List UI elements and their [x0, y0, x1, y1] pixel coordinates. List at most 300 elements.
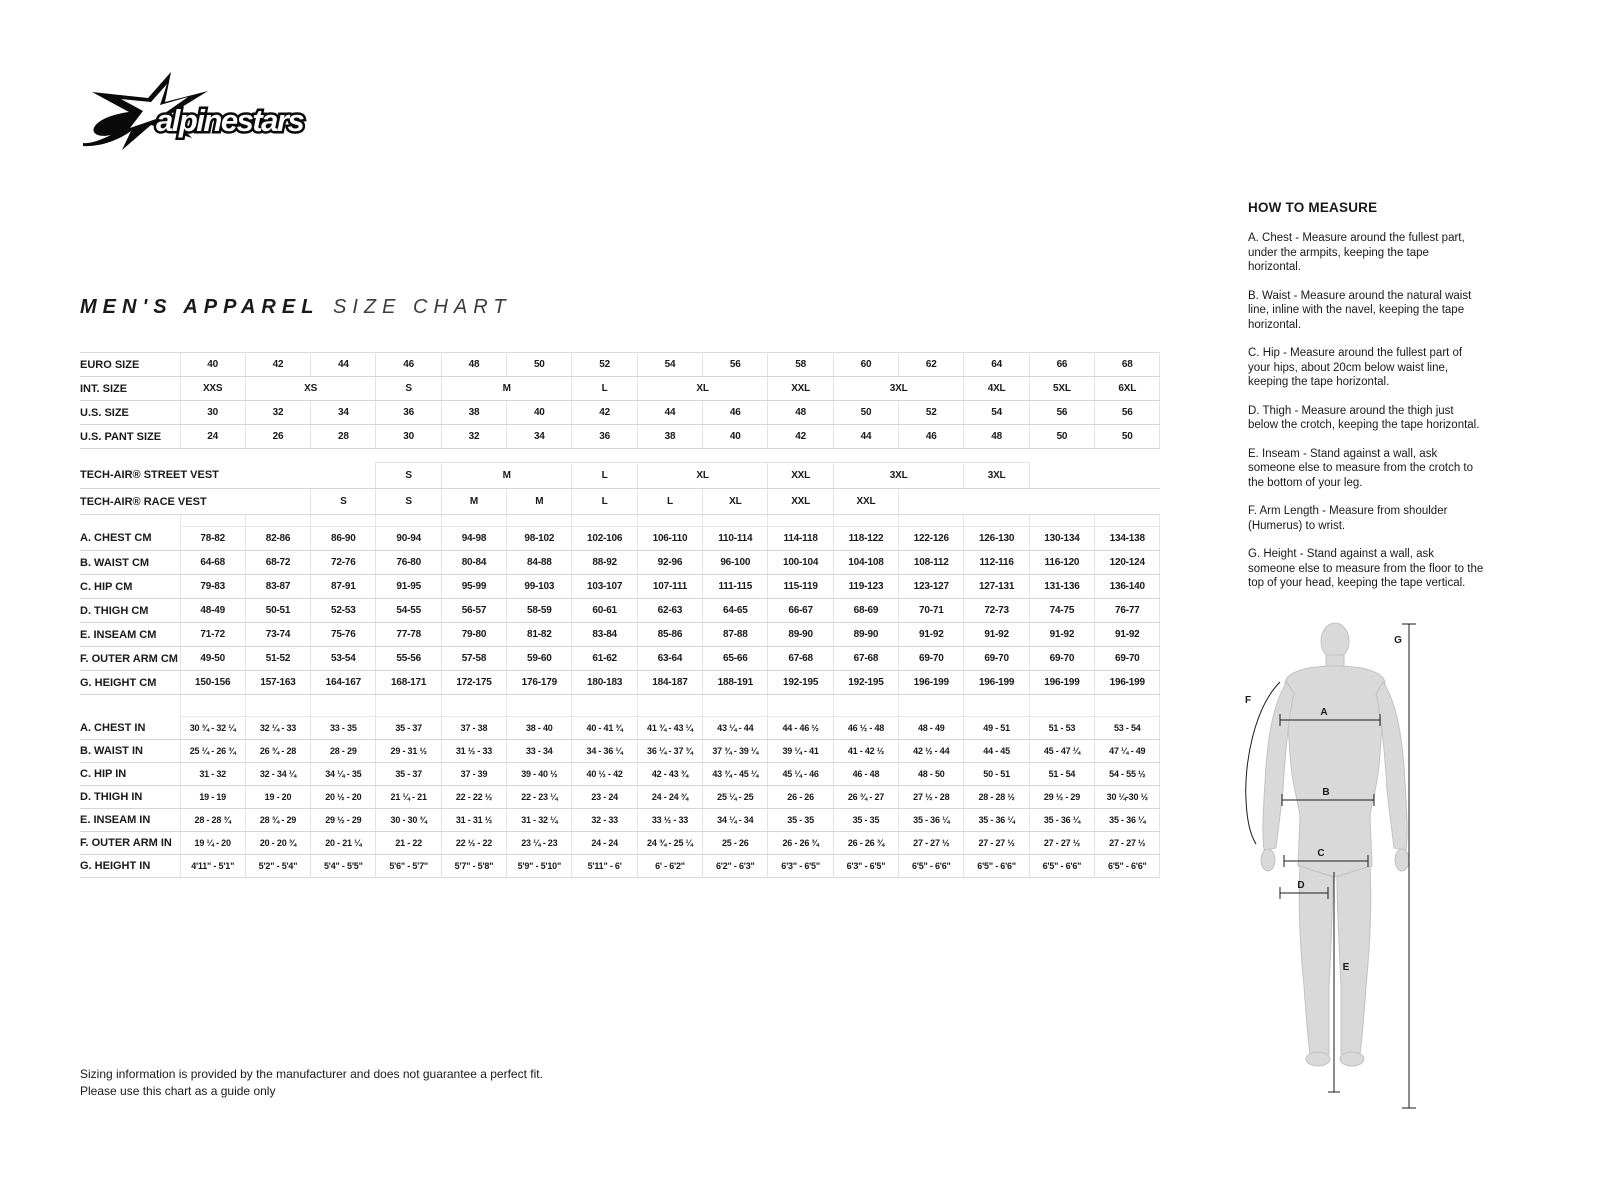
table-cell: 48 - 49: [899, 717, 964, 740]
table-cell: 64-68: [180, 551, 245, 575]
table-cell: 40 - 41 ¾: [572, 717, 637, 740]
table-cell: 28 - 29: [311, 740, 376, 763]
table-cell: 98-102: [507, 527, 572, 551]
table-cell: 55-56: [376, 647, 441, 671]
gap-cell: [964, 515, 1029, 527]
table-row-outer-arm-in: [80, 832, 1160, 855]
table-cell: 86-90: [311, 527, 376, 551]
gap-cell: [1029, 515, 1094, 527]
table-cell: 37 ¾ - 39 ¼: [703, 740, 768, 763]
table-cell: 46 ½ - 48: [833, 717, 898, 740]
table-cell: 24 - 24 ¾: [637, 786, 702, 809]
table-cell: 78-82: [180, 527, 245, 551]
table-cell: 28 - 28 ½: [964, 786, 1029, 809]
row-label: INT. SIZE: [80, 377, 180, 401]
table-cell: 54-55: [376, 599, 441, 623]
human-figure: [1261, 623, 1409, 1066]
table-cell: 30: [376, 425, 441, 449]
gap-cell: [572, 695, 637, 717]
table-cell: 107-111: [637, 575, 702, 599]
table-cell: 34: [507, 425, 572, 449]
table-cell: 30 ¾ - 32 ¼: [180, 717, 245, 740]
table-cell: 71-72: [180, 623, 245, 647]
row-label: TECH-AIR® STREET VEST: [80, 463, 180, 489]
table-cell: 43 ¼ - 44: [703, 717, 768, 740]
row-label: B. WAIST IN: [80, 740, 180, 763]
table-cell: 6'3" - 6'5": [768, 855, 833, 878]
table-cell: 76-77: [1095, 599, 1160, 623]
table-cell: 26: [245, 425, 310, 449]
row-label: B. WAIST CM: [80, 551, 180, 575]
gap-cell: [768, 515, 833, 527]
table-cell: 38: [637, 425, 702, 449]
table-cell: 44 - 46 ½: [768, 717, 833, 740]
table-cell: XL: [703, 489, 768, 515]
table-cell: 112-116: [964, 551, 1029, 575]
table-cell: 42 - 43 ¾: [637, 763, 702, 786]
table-cell: [1029, 463, 1160, 489]
table-cell: 27 - 27 ½: [1029, 832, 1094, 855]
table-cell: 26 - 26 ¾: [768, 832, 833, 855]
table-gap-row: [80, 449, 1160, 463]
table-cell: XXL: [833, 489, 898, 515]
table-cell: 54: [964, 401, 1029, 425]
table-cell: 108-112: [899, 551, 964, 575]
table-cell: 26 ¾ - 28: [245, 740, 310, 763]
table-cell: 196-199: [899, 671, 964, 695]
table-cell: 91-92: [1095, 623, 1160, 647]
row-label: F. OUTER ARM CM: [80, 647, 180, 671]
table-cell: 32: [245, 401, 310, 425]
table-row-height-in: [80, 855, 1160, 878]
label-height: G: [1394, 635, 1402, 646]
table-cell: 48 - 50: [899, 763, 964, 786]
table-cell: 58: [768, 353, 833, 377]
table-cell: 106-110: [637, 527, 702, 551]
table-cell: 36: [376, 401, 441, 425]
gap-cell: [180, 695, 245, 717]
table-cell: 91-92: [1029, 623, 1094, 647]
table-cell: 6'3" - 6'5": [833, 855, 898, 878]
table-cell: 168-171: [376, 671, 441, 695]
row-label: A. CHEST CM: [80, 527, 180, 551]
table-row-euro-size: [80, 353, 1160, 377]
gap-cell: [833, 695, 898, 717]
table-cell: 68-69: [833, 599, 898, 623]
table-cell: 6' - 6'2": [637, 855, 702, 878]
table-cell: 48: [441, 353, 506, 377]
table-cell: [1095, 489, 1160, 515]
table-cell: 62-63: [637, 599, 702, 623]
table-cell: 31 ½ - 33: [441, 740, 506, 763]
table-cell: 33 - 34: [507, 740, 572, 763]
table-row-chest-cm: [80, 527, 1160, 551]
table-cell: 79-83: [180, 575, 245, 599]
table-cell: 6'5" - 6'6": [1095, 855, 1160, 878]
table-cell: 44: [311, 353, 376, 377]
measure-guide: [1248, 200, 1484, 605]
table-cell: 83-84: [572, 623, 637, 647]
table-cell: 77-78: [376, 623, 441, 647]
table-cell: 20 ½ - 20: [311, 786, 376, 809]
table-cell: 39 ¼ - 41: [768, 740, 833, 763]
table-cell: 31 - 32: [180, 763, 245, 786]
table-cell: 134-138: [1095, 527, 1160, 551]
gap-cell: [768, 695, 833, 717]
table-cell: 31 - 31 ½: [441, 809, 506, 832]
table-cell: 44 - 45: [964, 740, 1029, 763]
table-cell: 50: [833, 401, 898, 425]
table-row-hip-cm: [80, 575, 1160, 599]
table-cell: [245, 489, 310, 515]
gap-cell: [507, 695, 572, 717]
table-cell: 34: [311, 401, 376, 425]
table-cell: 176-179: [507, 671, 572, 695]
table-cell: 40 ½ - 42: [572, 763, 637, 786]
table-cell: 47 ¼ - 49: [1095, 740, 1160, 763]
table-cell: 126-130: [964, 527, 1029, 551]
row-label: TECH-AIR® RACE VEST: [80, 489, 180, 515]
table-cell: 50-51: [245, 599, 310, 623]
table-row-inseam-in: [80, 809, 1160, 832]
table-cell: 83-87: [245, 575, 310, 599]
table-cell: 46: [703, 401, 768, 425]
row-label: D. THIGH IN: [80, 786, 180, 809]
table-cell: 66: [1029, 353, 1094, 377]
gap-cell: [637, 695, 702, 717]
table-row-height-cm: [80, 671, 1160, 695]
gap-cell: [1095, 695, 1160, 717]
table-cell: 95-99: [441, 575, 506, 599]
table-cell: 21 - 22: [376, 832, 441, 855]
table-cell: 89-90: [768, 623, 833, 647]
gap-cell: [1029, 695, 1094, 717]
table-cell: S: [376, 463, 441, 489]
table-cell: 24 - 24: [572, 832, 637, 855]
table-cell: 27 ½ - 28: [899, 786, 964, 809]
table-cell: 45 - 47 ¼: [1029, 740, 1094, 763]
table-cell: 20 - 20 ¾: [245, 832, 310, 855]
table-cell: 27 - 27 ½: [899, 832, 964, 855]
table-cell: 69-70: [1029, 647, 1094, 671]
table-cell: 5'4" - 5'5": [311, 855, 376, 878]
table-cell: 180-183: [572, 671, 637, 695]
table-cell: 5'7" - 5'8": [441, 855, 506, 878]
table-cell: 27 - 27 ½: [964, 832, 1029, 855]
table-cell: 40: [507, 401, 572, 425]
table-cell: XXL: [768, 489, 833, 515]
table-cell: 51 - 53: [1029, 717, 1094, 740]
table-cell: 75-76: [311, 623, 376, 647]
table-cell: 20 - 21 ¼: [311, 832, 376, 855]
table-cell: 130-134: [1029, 527, 1094, 551]
table-cell: 87-91: [311, 575, 376, 599]
table-row-thigh-in: [80, 786, 1160, 809]
table-cell: 32: [441, 425, 506, 449]
table-cell: 91-92: [899, 623, 964, 647]
table-cell: 5XL: [1029, 377, 1094, 401]
table-cell: 61-62: [572, 647, 637, 671]
table-cell: 131-136: [1029, 575, 1094, 599]
measure-item: D. Thigh - Measure around the thigh just below the crotch, keeping the tape horizontal.: [1248, 404, 1480, 431]
table-cell: 6'5" - 6'6": [964, 855, 1029, 878]
table-cell: 111-115: [703, 575, 768, 599]
table-cell: 34 - 36 ¼: [572, 740, 637, 763]
table-cell: 91-95: [376, 575, 441, 599]
gap-cell: [376, 515, 441, 527]
table-cell: 35 - 35: [833, 809, 898, 832]
table-cell: 28 ¾ - 29: [245, 809, 310, 832]
table-cell: 60-61: [572, 599, 637, 623]
table-cell: 103-107: [572, 575, 637, 599]
table-cell: 6'5" - 6'6": [1029, 855, 1094, 878]
alpinestars-logo-graphic: [72, 64, 357, 152]
table-cell: 3XL: [833, 463, 964, 489]
gap-cell: [833, 515, 898, 527]
table-cell: S: [376, 377, 441, 401]
gap-cell: [180, 515, 245, 527]
gap-cell: [376, 695, 441, 717]
table-row-int-size: [80, 377, 1160, 401]
alpinestars-logo: [72, 64, 357, 157]
table-cell: M: [441, 377, 572, 401]
table-gap-row: [80, 515, 1160, 527]
body-figure-icon: [1222, 614, 1452, 1119]
table-cell: 3XL: [964, 463, 1029, 489]
table-cell: 196-199: [1095, 671, 1160, 695]
table-cell: 23 ¼ - 23: [507, 832, 572, 855]
table-cell: 68: [1095, 353, 1160, 377]
table-cell: 150-156: [180, 671, 245, 695]
table-row-waist-in: [80, 740, 1160, 763]
gap-cell: [441, 695, 506, 717]
table-cell: 35 - 36 ¼: [1029, 809, 1094, 832]
table-cell: L: [572, 463, 637, 489]
table-row-us-pant-size: [80, 425, 1160, 449]
table-cell: 72-76: [311, 551, 376, 575]
gap-cell: [507, 515, 572, 527]
table-cell: 28 - 28 ¾: [180, 809, 245, 832]
table-cell: 42: [572, 401, 637, 425]
table-cell: XL: [637, 377, 768, 401]
table-cell: 5'2" - 5'4": [245, 855, 310, 878]
table-cell: 54 - 55 ½: [1095, 763, 1160, 786]
table-cell: 30 ¼-30 ½: [1095, 786, 1160, 809]
label-inseam: E: [1342, 962, 1350, 973]
table-cell: 87-88: [703, 623, 768, 647]
row-label: U.S. PANT SIZE: [80, 425, 180, 449]
table-cell: 35 - 36 ¼: [964, 809, 1029, 832]
table-cell: 84-88: [507, 551, 572, 575]
measure-guide-list: [1248, 231, 1484, 591]
table-cell: 24 ¾ - 25 ¼: [637, 832, 702, 855]
table-cell: 22 - 23 ¼: [507, 786, 572, 809]
label-waist: B: [1322, 787, 1330, 798]
table-cell: 88-92: [572, 551, 637, 575]
measure-item: F. Arm Length - Measure from shoulder (Humerus) to wrist.: [1248, 505, 1448, 532]
table-cell: 102-106: [572, 527, 637, 551]
table-cell: 29 - 31 ½: [376, 740, 441, 763]
table-cell: 64-65: [703, 599, 768, 623]
size-table: [80, 352, 1160, 878]
table-cell: 50: [1095, 425, 1160, 449]
table-cell: 46: [899, 425, 964, 449]
table-cell: 67-68: [768, 647, 833, 671]
table-cell: 41 ¾ - 43 ¼: [637, 717, 702, 740]
table-cell: 91-92: [964, 623, 1029, 647]
table-cell: 157-163: [245, 671, 310, 695]
table-cell: 115-119: [768, 575, 833, 599]
table-cell: 51-52: [245, 647, 310, 671]
table-cell: 52: [572, 353, 637, 377]
table-cell: 35 - 37: [376, 763, 441, 786]
table-cell: 60: [833, 353, 898, 377]
table-cell: 69-70: [1095, 647, 1160, 671]
table-cell: 6XL: [1095, 377, 1160, 401]
table-cell: 41 - 42 ½: [833, 740, 898, 763]
table-cell: 120-124: [1095, 551, 1160, 575]
table-cell: 50 - 51: [964, 763, 1029, 786]
table-cell: 5'6" - 5'7": [376, 855, 441, 878]
row-label: U.S. SIZE: [80, 401, 180, 425]
table-cell: 56-57: [441, 599, 506, 623]
table-cell: 25 - 26: [703, 832, 768, 855]
footer-note-line2: Please use this chart as a guide only: [80, 1084, 276, 1098]
table-cell: XS: [245, 377, 376, 401]
table-cell: 23 - 24: [572, 786, 637, 809]
table-cell: 33 ½ - 33: [637, 809, 702, 832]
table-cell: 35 - 36 ¼: [1095, 809, 1160, 832]
table-cell: 52: [899, 401, 964, 425]
table-cell: 67-68: [833, 647, 898, 671]
table-cell: 56: [703, 353, 768, 377]
table-cell: 50: [507, 353, 572, 377]
table-cell: 65-66: [703, 647, 768, 671]
table-cell: L: [637, 489, 702, 515]
table-cell: 30: [180, 401, 245, 425]
table-cell: S: [376, 489, 441, 515]
table-cell: 172-175: [441, 671, 506, 695]
table-cell: 43 ¾ - 45 ¼: [703, 763, 768, 786]
gap-cell: [637, 515, 702, 527]
title-sub: SIZE CHART: [333, 296, 512, 318]
table-cell: 94-98: [441, 527, 506, 551]
table-cell: 29 ½ - 29: [1029, 786, 1094, 809]
table-cell: L: [572, 489, 637, 515]
label-hip: C: [1317, 848, 1325, 859]
table-cell: 42: [245, 353, 310, 377]
table-cell: 4'11" - 5'1": [180, 855, 245, 878]
table-cell: 36: [572, 425, 637, 449]
table-cell: 89-90: [833, 623, 898, 647]
table-cell: M: [507, 489, 572, 515]
table-cell: 119-123: [833, 575, 898, 599]
table-cell: 53-54: [311, 647, 376, 671]
table-cell: 27 - 27 ½: [1095, 832, 1160, 855]
row-label: F. OUTER ARM IN: [80, 832, 180, 855]
row-label: E. INSEAM CM: [80, 623, 180, 647]
table-cell: 46 - 48: [833, 763, 898, 786]
table-cell: 122-126: [899, 527, 964, 551]
table-cell: 114-118: [768, 527, 833, 551]
table-cell: 68-72: [245, 551, 310, 575]
table-cell: 19 - 20: [245, 786, 310, 809]
table-cell: 39 - 40 ½: [507, 763, 572, 786]
table-cell: 70-71: [899, 599, 964, 623]
table-cell: 25 ¼ - 26 ¾: [180, 740, 245, 763]
table-cell: 37 - 38: [441, 717, 506, 740]
table-cell: [899, 489, 964, 515]
table-row-hip-in: [80, 763, 1160, 786]
page-title: [80, 296, 512, 319]
table-cell: 118-122: [833, 527, 898, 551]
table-cell: 80-84: [441, 551, 506, 575]
table-cell: 19 ¼ - 20: [180, 832, 245, 855]
table-cell: 24: [180, 425, 245, 449]
table-row-tech-air-race-vest: [80, 489, 1160, 515]
table-cell: 48: [964, 425, 1029, 449]
gap-cell: [1095, 515, 1160, 527]
table-cell: 110-114: [703, 527, 768, 551]
table-cell: 62: [899, 353, 964, 377]
footer-note-line1: Sizing information is provided by the manufacturer and does not guarantee a perfect fit.: [80, 1067, 543, 1081]
table-cell: 50: [1029, 425, 1094, 449]
table-cell: 31 - 32 ¼: [507, 809, 572, 832]
table-cell: 99-103: [507, 575, 572, 599]
table-cell: XXL: [768, 377, 833, 401]
table-cell: 28: [311, 425, 376, 449]
table-cell: 58-59: [507, 599, 572, 623]
table-cell: 82-86: [245, 527, 310, 551]
table-cell: 6'5" - 6'6": [899, 855, 964, 878]
row-label: C. HIP IN: [80, 763, 180, 786]
table-cell: 35 - 37: [376, 717, 441, 740]
table-cell: [964, 489, 1029, 515]
table-cell: 79-80: [441, 623, 506, 647]
table-cell: 52-53: [311, 599, 376, 623]
table-cell: 44: [637, 401, 702, 425]
table-cell: [1029, 489, 1094, 515]
table-cell: 49 - 51: [964, 717, 1029, 740]
measure-item: G. Height - Stand against a wall, ask someone else to measure from the floor to the top of your head, keeping the tape vertical.: [1248, 548, 1484, 589]
table-cell: 32 - 33: [572, 809, 637, 832]
table-cell: 69-70: [964, 647, 1029, 671]
gap-cell: [311, 695, 376, 717]
gap-cell: [899, 515, 964, 527]
logo-wordmark: alpinestars: [156, 103, 304, 138]
table-row-tech-air-street-vest: [80, 463, 1160, 489]
table-cell: XXL: [768, 463, 833, 489]
table-cell: 56: [1029, 401, 1094, 425]
table-row-inseam-cm: [80, 623, 1160, 647]
table-cell: 3XL: [833, 377, 964, 401]
table-cell: 100-104: [768, 551, 833, 575]
table-cell: 184-187: [637, 671, 702, 695]
table-cell: 92-96: [637, 551, 702, 575]
gap-cell: [311, 515, 376, 527]
gap-cell: [245, 695, 310, 717]
table-cell: 21 ¼ - 21: [376, 786, 441, 809]
label-arm-length: F: [1244, 695, 1252, 706]
table-cell: XXS: [180, 377, 245, 401]
measure-item: A. Chest - Measure around the fullest part, under the armpits, keeping the tape horizontal.: [1248, 232, 1465, 273]
table-cell: 30 - 30 ¾: [376, 809, 441, 832]
table-cell: M: [441, 489, 506, 515]
table-cell: 192-195: [833, 671, 898, 695]
table-cell: 36 ¼ - 37 ¾: [637, 740, 702, 763]
table-cell: 40: [180, 353, 245, 377]
table-cell: 4XL: [964, 377, 1029, 401]
